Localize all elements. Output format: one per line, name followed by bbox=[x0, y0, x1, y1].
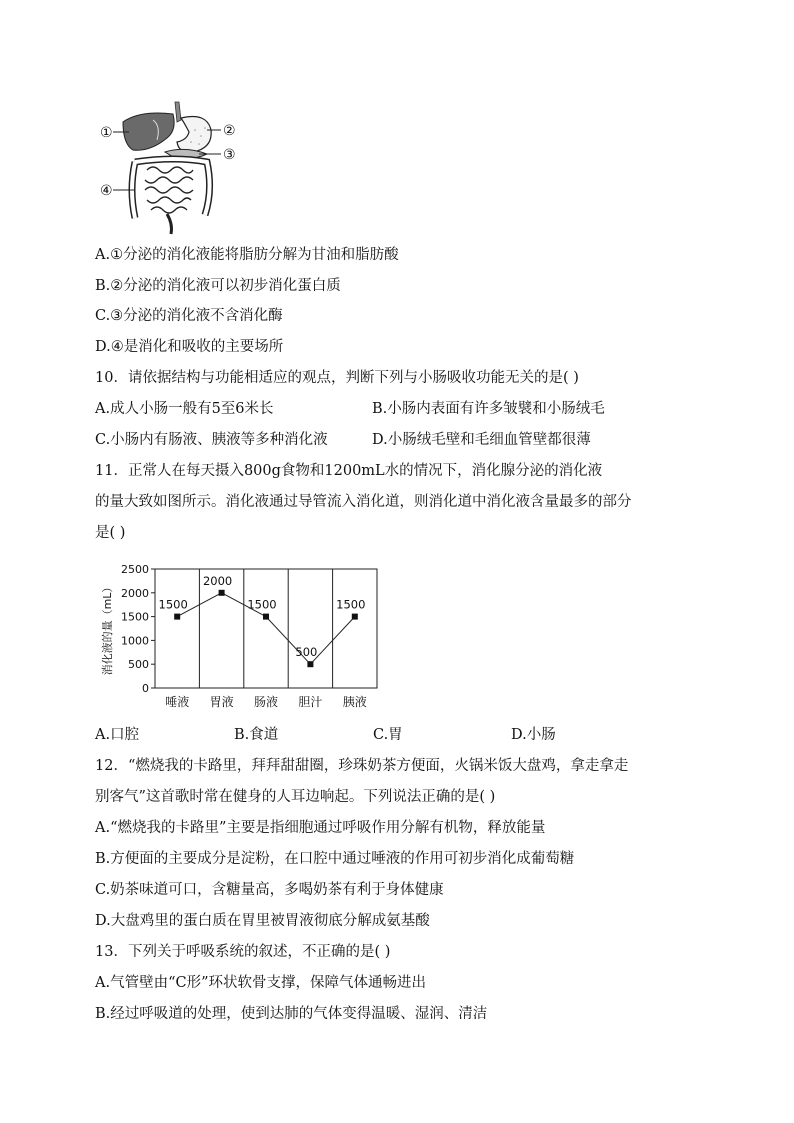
chart-data-point bbox=[352, 614, 358, 620]
chart-data-point bbox=[263, 614, 269, 620]
q10-option-b: B.小肠内表面有许多皱襞和小肠绒毛 bbox=[372, 401, 605, 417]
q13-option-b: B.经过呼吸道的处理，使到达肺的气体变得温暖、湿润、清洁 bbox=[95, 1006, 488, 1022]
chart-x-tick-label: 胰液 bbox=[342, 695, 367, 709]
q10-option-c: C.小肠内有肠液、胰液等多种消化液 bbox=[95, 432, 328, 448]
q12-option-d: D.大盘鸡里的蛋白质在胃里被胃液彻底分解成氨基酸 bbox=[95, 913, 430, 929]
digestive-fluid-chart bbox=[95, 558, 385, 718]
chart-data-label: 1500 bbox=[158, 597, 188, 612]
chart-data-label: 2000 bbox=[202, 573, 233, 588]
chart-y-axis-label: 消化液的量（mL） bbox=[101, 581, 114, 676]
q10-option-d: D.小肠绒毛壁和毛细血管壁都很薄 bbox=[372, 432, 591, 448]
chart-y-tick-label: 2000 bbox=[121, 586, 149, 600]
q12-option-c: C.奶茶味道可口，含糖量高，多喝奶茶有利于身体健康 bbox=[95, 882, 444, 898]
q10-stem: 10．请依据结构与功能相适应的观点，判断下列与小肠吸收功能无关的是( ) bbox=[95, 370, 579, 386]
q9-option-c: C.③分泌的消化液不含消化酶 bbox=[95, 308, 283, 324]
chart-x-tick-label: 胆汁 bbox=[298, 695, 323, 709]
q11-stem-line-2: 的量大致如图所示。消化液通过导管流入消化道，则消化道中消化液含量最多的部分 bbox=[95, 494, 632, 510]
chart-data-label: 1500 bbox=[247, 597, 277, 612]
chart-data-point bbox=[219, 590, 225, 596]
chart-data-label: 500 bbox=[295, 645, 318, 660]
chart-x-tick-label: 胃液 bbox=[209, 695, 234, 709]
chart-data-point bbox=[174, 614, 180, 620]
figure-label-2: ② bbox=[223, 123, 236, 139]
figure-label-1: ① bbox=[100, 125, 113, 141]
q10-option-a: A.成人小肠一般有5至6米长 bbox=[95, 401, 274, 417]
chart-y-tick-label: 500 bbox=[128, 658, 149, 672]
q12-option-a: A.“燃烧我的卡路里”主要是指细胞通过呼吸作用分解有机物，释放能量 bbox=[95, 820, 546, 836]
q9-option-b: B.②分泌的消化液可以初步消化蛋白质 bbox=[95, 278, 341, 294]
chart-y-tick-label: 1000 bbox=[121, 634, 149, 648]
q12-stem-line-1: 12．“燃烧我的卡路里，拜拜甜甜圈，珍珠奶茶方便面，火锅米饭大盘鸡，拿走拿走 bbox=[95, 758, 629, 774]
q12-option-b: B.方便面的主要成分是淀粉，在口腔中通过唾液的作用可初步消化成葡萄糖 bbox=[95, 851, 575, 867]
chart-y-tick-label: 2500 bbox=[121, 563, 149, 576]
chart-y-tick-label: 0 bbox=[142, 682, 149, 695]
chart-y-tick-label: 1500 bbox=[121, 610, 149, 624]
figure-label-4: ④ bbox=[100, 183, 113, 199]
chart-data-label: 1500 bbox=[336, 597, 366, 612]
chart-data-point bbox=[307, 661, 313, 667]
q11-option-d: D.小肠 bbox=[511, 727, 556, 743]
chart-x-tick-label: 肠液 bbox=[253, 695, 279, 709]
q11-option-b: B.食道 bbox=[234, 727, 279, 743]
q13-option-a: A.气管壁由“C形”环状软骨支撑，保障气体通畅进出 bbox=[95, 975, 426, 991]
digestive-system-figure bbox=[95, 100, 245, 235]
q9-option-a: A.①分泌的消化液能将脂肪分解为甘油和脂肪酸 bbox=[95, 247, 399, 263]
q11-stem-line-1: 11．正常人在每天摄入800g食物和1200mL水的情况下，消化腺分泌的消化液 bbox=[95, 463, 603, 479]
figure-label-3: ③ bbox=[223, 147, 236, 163]
q11-option-a: A.口腔 bbox=[95, 727, 140, 743]
q13-stem: 13．下列关于呼吸系统的叙述，不正确的是( ) bbox=[95, 944, 391, 960]
q12-stem-line-2: 别客气”这首歌时常在健身的人耳边响起。下列说法正确的是( ) bbox=[95, 789, 496, 805]
q9-option-d: D.④是消化和吸收的主要场所 bbox=[95, 339, 284, 355]
q11-option-c: C.胃 bbox=[373, 727, 403, 743]
chart-x-tick-label: 唾液 bbox=[165, 695, 190, 709]
q11-stem-line-3: 是( ) bbox=[95, 525, 126, 541]
